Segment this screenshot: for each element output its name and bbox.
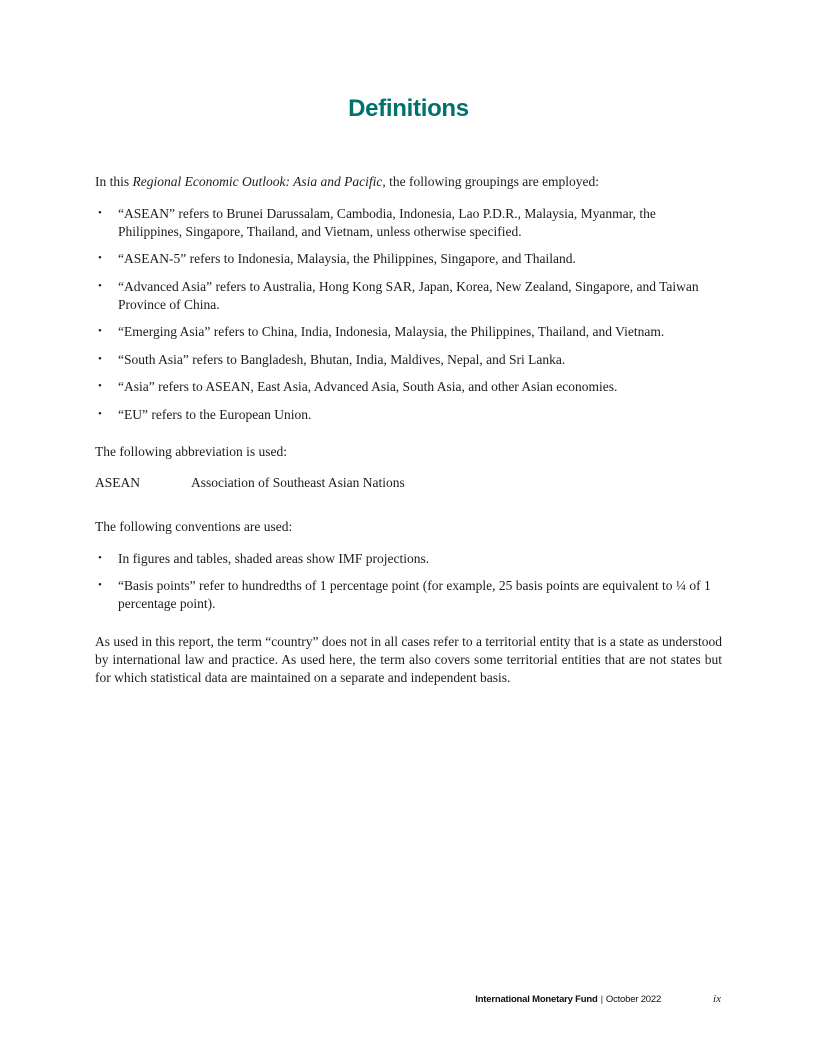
bullet-icon: • <box>98 325 102 337</box>
grouping-definition: “ASEAN-5” refers to Indonesia, Malaysia, the Philippines, Singapore, and Thailand. <box>118 251 576 266</box>
bullet-icon: • <box>98 380 102 392</box>
page-footer <box>0 993 721 1005</box>
list-item <box>95 378 722 396</box>
grouping-definition: “Advanced Asia” refers to Australia, Hong Kong SAR, Japan, Korea, New Zealand, Singapore, and Taiwan Province of China. <box>118 278 699 312</box>
convention-text: In figures and tables, shaded areas show IMF projections. <box>118 550 430 566</box>
page-content <box>95 0 722 701</box>
grouping-definition: “EU” refers to the European Union. <box>118 406 312 422</box>
convention-text: “Basis points” refer to hundredths of 1 percentage point (for example, 25 basis points are equivalent to ¼ of 1 percentage point). <box>118 578 711 611</box>
grouping-definition: “Asia” refers to ASEAN, East Asia, Advanced Asia, South Asia, and other Asian economies. <box>118 379 618 394</box>
list-item <box>95 278 722 314</box>
bullet-icon: • <box>98 407 102 420</box>
disclaimer-paragraph: As used in this report, the term “country” does not in all cases refer to a territorial entity that is a state as understood by international law and practice. As used here, the term also covers some territorial entities that are not states but for which statistical data are maintained on a separate and independent basis. <box>95 634 722 685</box>
intro-prefix: In this <box>95 174 133 189</box>
grouping-definition: “South Asia” refers to Bangladesh, Bhutan, India, Maldives, Nepal, and Sri Lanka. <box>118 351 566 367</box>
footer-date: October 2022 <box>605 994 662 1005</box>
bullet-icon: • <box>98 352 102 365</box>
groupings-list <box>95 205 722 424</box>
bullet-icon: • <box>98 551 102 564</box>
bullet-icon: • <box>98 252 102 264</box>
abbreviation-term: ASEAN <box>95 475 141 490</box>
abbreviation-row <box>95 474 722 492</box>
list-item <box>95 406 722 424</box>
conventions-list <box>95 550 722 614</box>
footer-imprint <box>475 994 661 1005</box>
list-item <box>95 323 722 341</box>
list-item <box>95 205 722 241</box>
list-item <box>95 351 722 369</box>
bullet-icon: • <box>98 579 102 591</box>
page-title: Definitions <box>348 95 469 122</box>
bullet-icon: • <box>98 279 102 292</box>
page-number: ix <box>713 993 721 1005</box>
grouping-definition: “Emerging Asia” refers to China, India, Indonesia, Malaysia, the Philippines, Thailand, and Vietnam. <box>118 324 665 339</box>
list-item <box>95 577 722 613</box>
intro-suffix: , the following groupings are employed: <box>382 174 600 189</box>
report-name-italic: Regional Economic Outlook: Asia and Pacific <box>132 174 383 189</box>
bullet-icon: • <box>98 206 102 219</box>
footer-separator: | <box>600 994 603 1005</box>
conventions-heading: The following conventions are used: <box>95 519 293 534</box>
abbreviation-heading: The following abbreviation is used: <box>95 443 287 459</box>
list-item <box>95 550 722 568</box>
footer-publisher: International Monetary Fund <box>475 994 598 1005</box>
abbreviation-definition: Association of Southeast Asian Nations <box>191 475 405 490</box>
grouping-definition: “ASEAN” refers to Brunei Darussalam, Cambodia, Indonesia, Lao P.D.R., Malaysia, Myanmar, the Philippines, Singapore, Thailand, and Vietnam, unless otherwise specified. <box>118 205 656 239</box>
list-item <box>95 250 722 268</box>
intro-paragraph <box>95 173 722 191</box>
